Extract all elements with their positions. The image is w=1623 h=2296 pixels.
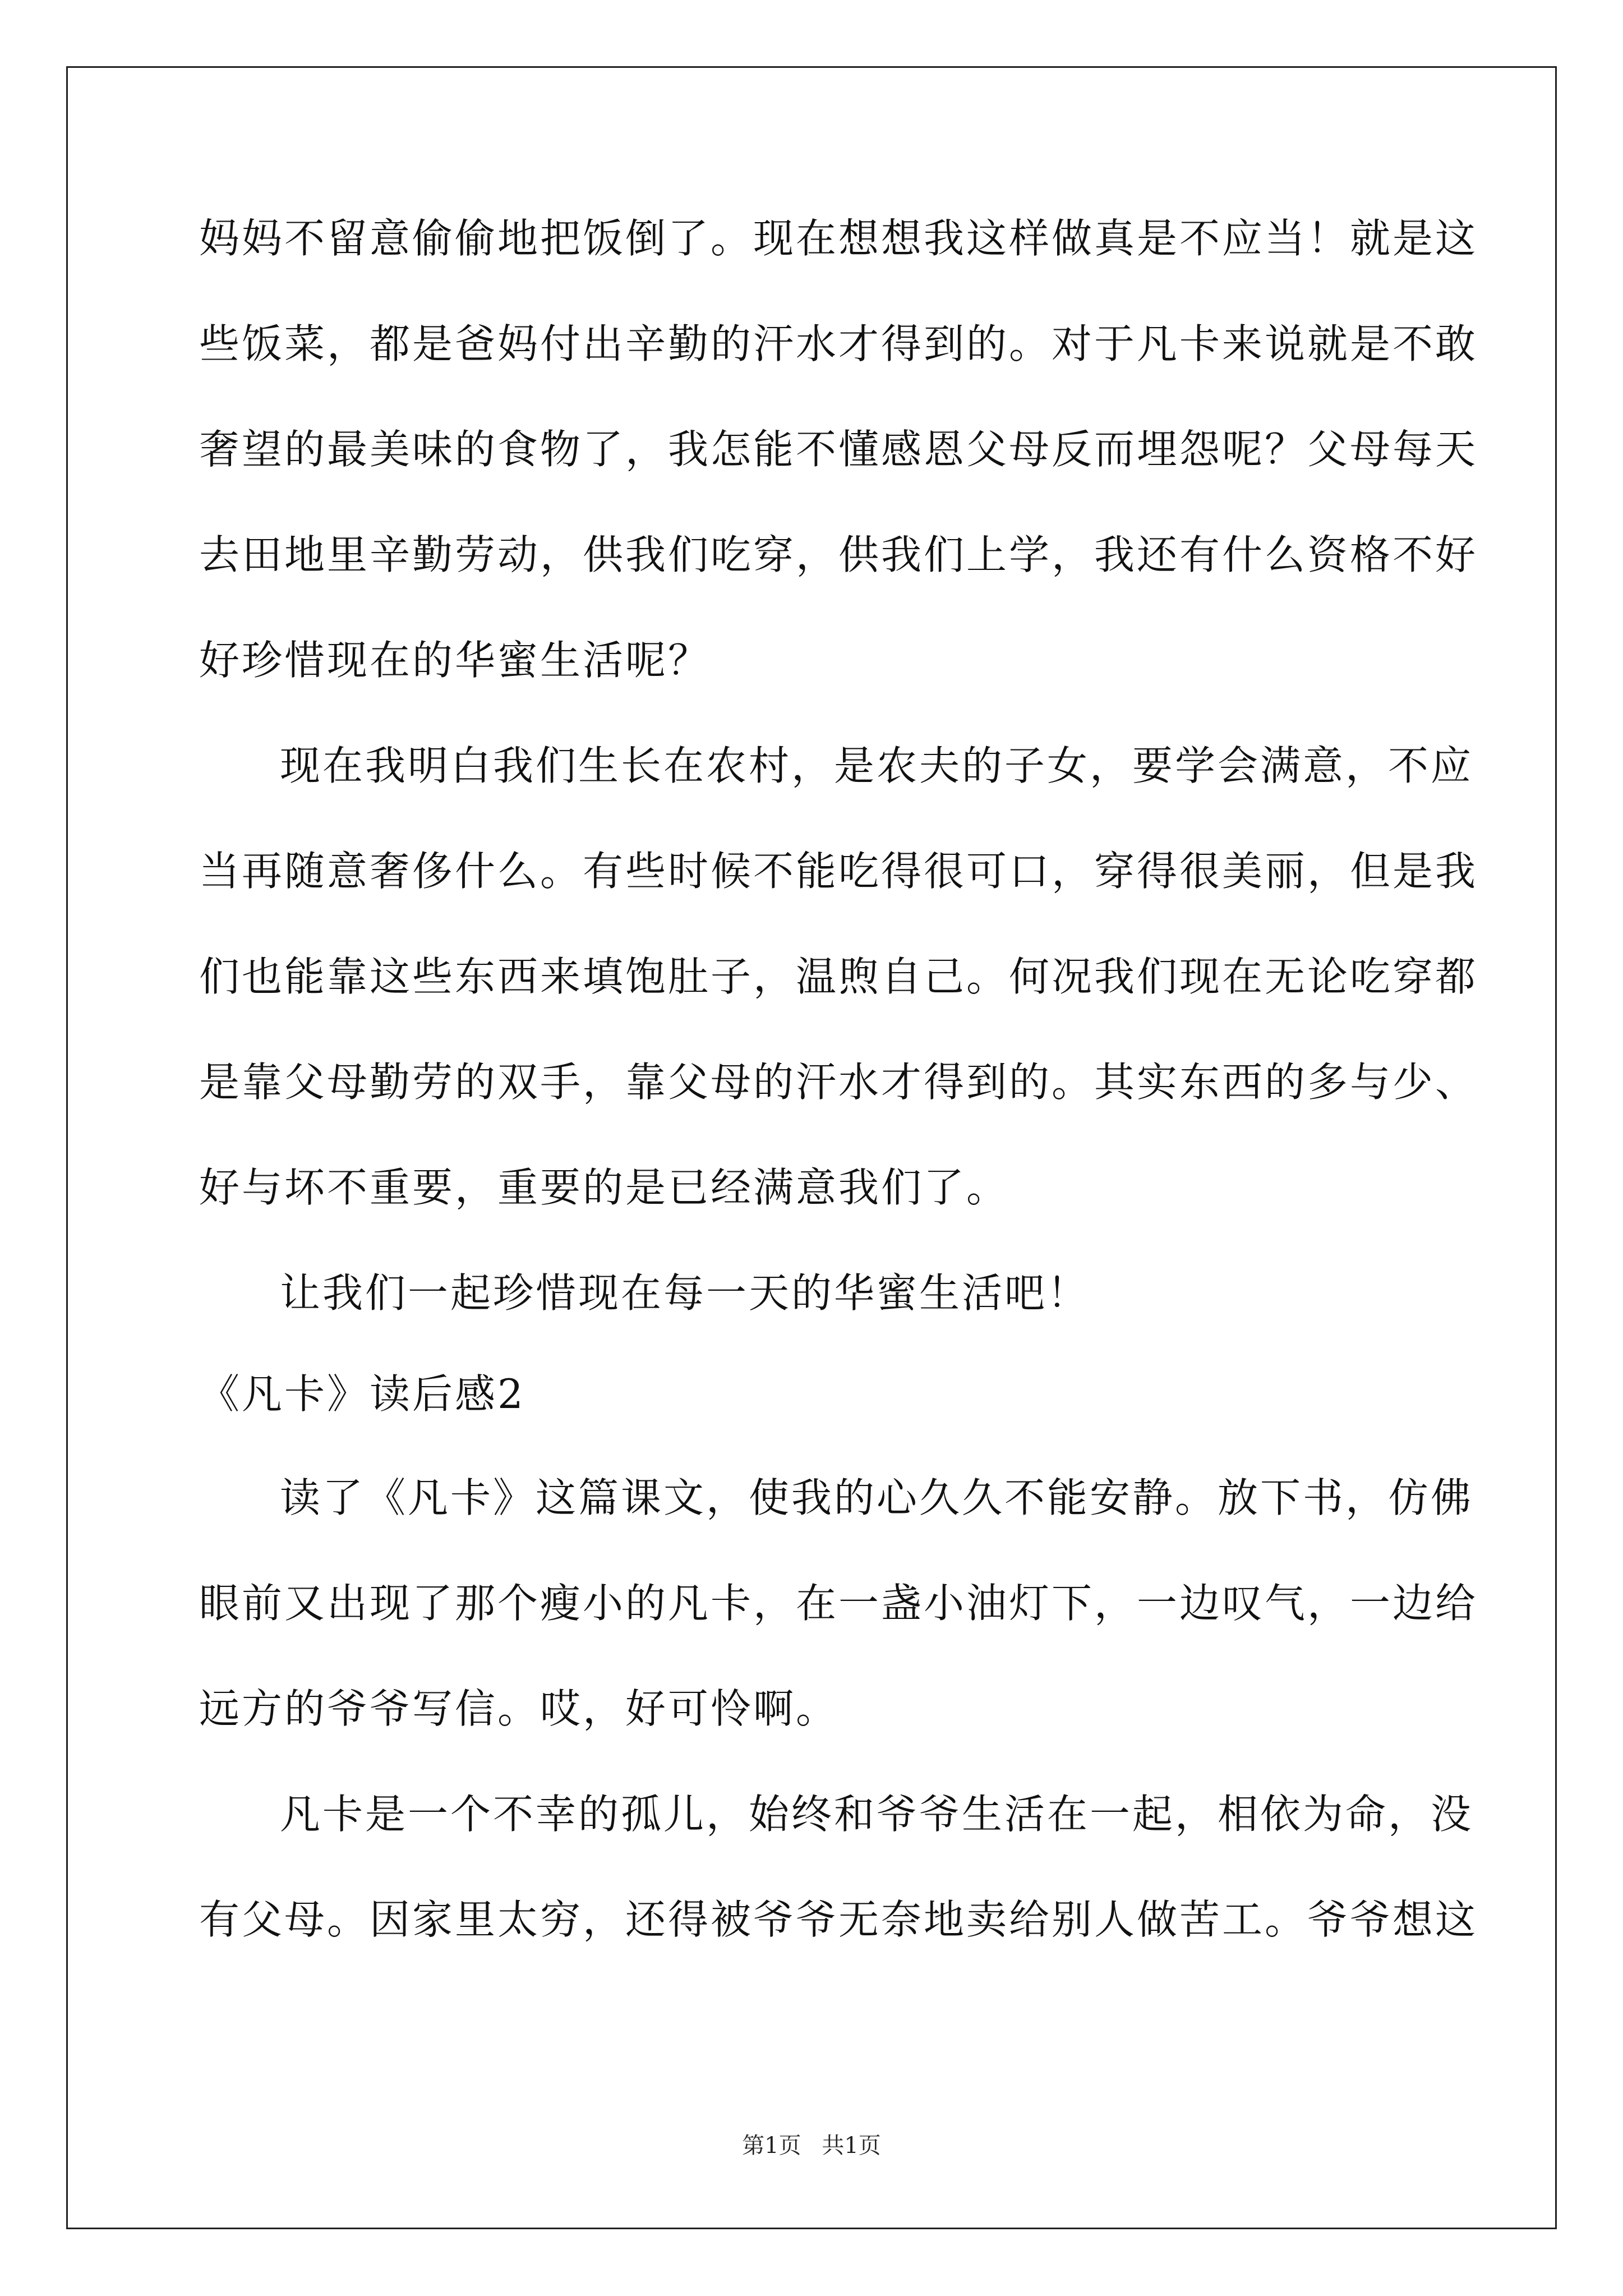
text-line: 有父母。因家里太穷，还得被爷爷无奈地卖给别人做苦工。爷爷想这 [199, 1896, 1478, 1943]
page-footer [0, 2132, 1623, 2160]
text-line: 眼前又出现了那个瘦小的凡卡，在一盏小油灯下，一边叹气，一边给 [199, 1580, 1478, 1627]
text-line: 好与坏不重要，重要的是已经满意我们了。 [199, 1164, 1009, 1211]
text-line: 是靠父母勤劳的双手，靠父母的汗水才得到的。其实东西的多与少、 [199, 1059, 1478, 1106]
section-heading: 《凡卡》读后感2 [199, 1370, 525, 1418]
paragraph-start: 让我们一起珍惜现在每一天的华蜜生活吧！ [280, 1269, 1090, 1317]
text-line: 远方的爷爷写信。哎，好可怜啊。 [199, 1685, 839, 1732]
paragraph-start: 现在我明白我们生长在农村，是农夫的子女，要学会满意，不应 [280, 742, 1474, 789]
page-total: 共1页 [822, 2133, 881, 2159]
text-line: 好珍惜现在的华蜜生活呢？ [199, 637, 711, 684]
paragraph-start: 凡卡是一个不幸的孤儿，始终和爷爷生活在一起，相依为命，没 [280, 1791, 1474, 1838]
page-number: 第1页 [742, 2133, 801, 2159]
text-line: 妈妈不留意偷偷地把饭倒了。现在想想我这样做真是不应当！就是这 [199, 215, 1478, 262]
text-line: 去田地里辛勤劳动，供我们吃穿，供我们上学，我还有什么资格不好 [199, 531, 1478, 578]
text-line: 当再随意奢侈什么。有些时候不能吃得很可口，穿得很美丽，但是我 [199, 848, 1478, 895]
text-line: 奢望的最美味的食物了，我怎能不懂感恩父母反而埋怨呢？父母每天 [199, 426, 1478, 473]
text-line: 们也能靠这些东西来填饱肚子，温煦自己。何况我们现在无论吃穿都 [199, 953, 1478, 1000]
paragraph-start: 读了《凡卡》这篇课文，使我的心久久不能安静。放下书，仿佛 [280, 1474, 1474, 1521]
text-line: 些饭菜，都是爸妈付出辛勤的汗水才得到的。对于凡卡来说就是不敢 [199, 320, 1478, 367]
